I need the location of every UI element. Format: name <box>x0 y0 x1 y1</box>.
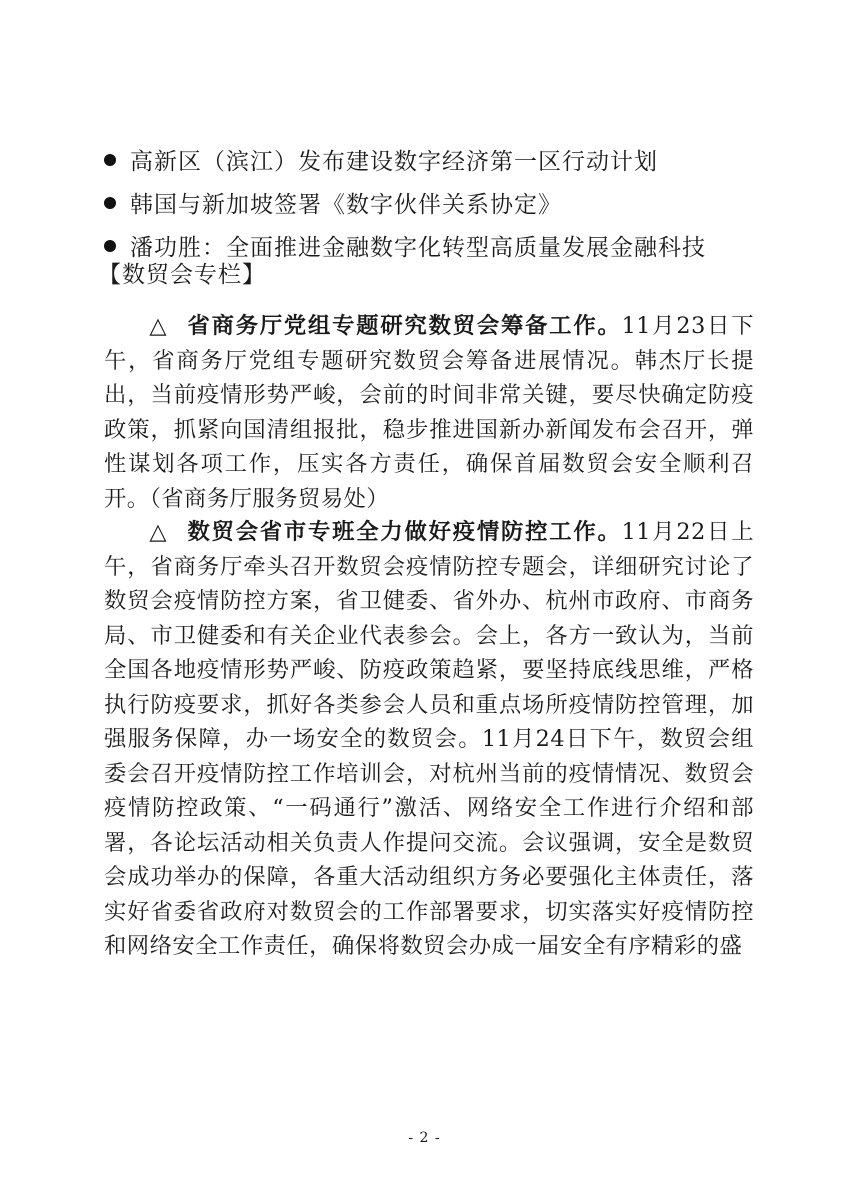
article-lead: 省商务厅党组专题研究数贸会筹备工作。 <box>187 313 622 339</box>
page-number: - 2 - <box>408 1130 441 1146</box>
bullet-icon <box>104 154 116 166</box>
article-marker-icon: △ <box>148 313 169 339</box>
bullet-icon <box>104 240 116 252</box>
article-paragraph <box>104 515 754 964</box>
section-title: 【数贸会专栏】 <box>98 262 266 288</box>
headline-text: 韩国与新加坡签署《数字伙伴关系协定》 <box>130 192 562 218</box>
headline-text: 潘功胜：全面推进金融数字化转型高质量发展金融科技 <box>130 235 706 261</box>
bullet-icon <box>104 197 116 209</box>
article-body: 11月22日上午，省商务厅牵头召开数贸会疫情防控专题会，详细研究讨论了数贸会疫情防控方案，省卫健委、省外办、杭州市政府、市商务局、市卫健委和有关企业代表参会。会上，各方一致认为，当前全国各地疫情形势严峻、防疫政策趋紧，要坚持底线思维，严格执行防疫要求，抓好各类参会人员和重点场所疫情防控管理，加强服务保障，办一场安全的数贸会。11月24日下午，数贸会组委会召开疫情防控工作培训会，对杭州当前的疫情情况、数贸会疫情防控政策、“一码通行”激活、网络安全工作进行介绍和部署，各论坛活动相关负责人作提问交流。会议强调，安全是数贸会成功举办的保障，各重大活动组织方务必要强化主体责任，落实好省委省政府对数贸会的工作部署要求，切实落实好疫情防控和网络安全工作责任，确保将数贸会办成一届安全有序精彩的盛 <box>104 519 754 959</box>
headline-text: 高新区（滨江）发布建设数字经济第一区行动计划 <box>130 149 658 175</box>
list-item <box>104 138 764 181</box>
article-body: 11月23日下午，省商务厅党组专题研究数贸会筹备进展情况。韩杰厅长提出，当前疫情形势严峻，会前的时间非常关键，要尽快确定防疫政策，抓紧向国清组报批，稳步推进国新办新闻发布会召开，弹性谋划各项工作，压实各方责任，确保首届数贸会安全顺利召开。（省商务厅服务贸易处） <box>104 313 754 512</box>
article-lead: 数贸会省市专班全力做好疫情防控工作。 <box>187 519 622 545</box>
list-item <box>104 181 764 224</box>
article-marker-icon: △ <box>148 519 169 545</box>
article-paragraph <box>104 309 754 516</box>
headline-list <box>104 138 764 267</box>
